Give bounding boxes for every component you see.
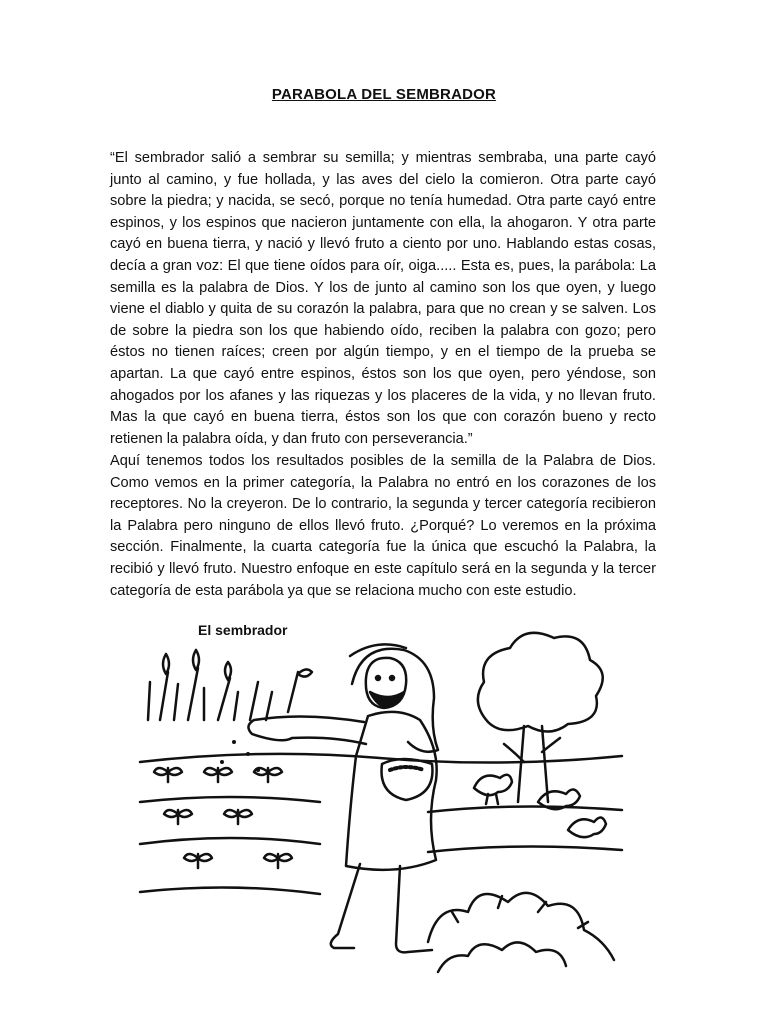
page-title: PARABOLA DEL SEMBRADOR bbox=[271, 86, 497, 103]
wheat-stalks bbox=[148, 650, 312, 720]
sower-illustration bbox=[138, 612, 624, 976]
illustration-caption: El sembrador bbox=[198, 622, 288, 638]
paragraph-parable: “El sembrador salió a sembrar su semilla; y mientras sembraba, una parte cayó junto al camino, y fue hollada, y las aves del cielo la comieron. Otra parte cayó sobre la piedra; y nacida, se secó, porque no tenía humedad. Otra parte cayó entre espinos, y los espinos que nacieron juntamente con ella, la ahogaron. Y otra parte cayó en buena tierra, y nació y llevó fruto a ciento por uno. Hablando estas cosas, decía a gran voz: El que tiene oídos para oír, oiga..... Esta es, pues, la parábola: La semilla es la palabra de Dios. Y los de junto al camino son los que oyen, y luego viene el diablo y quita de su corazón la palabra, para que no crean y se salven. Los de sobre la piedra son los que habiendo oído, reciben la palabra con gozo; pero éstos no tienen raíces; creen por algún tiempo, y en el tiempo de la prueba se apartan. La que cayó entre espinos, éstos son los que oyen, pero yéndose, son ahogados por los afanes y las riquezas y los placeres de la vida, y no llevan fruto. Mas la que cayó en buena tierra, éstos son los que con corazón bueno y recto retienen la palabra oída, y dan fruto con perseverancia.” bbox=[110, 150, 656, 447]
sprouts bbox=[154, 768, 292, 868]
sower-drawing bbox=[138, 612, 624, 976]
thorn-bushes bbox=[428, 893, 614, 972]
paragraph-commentary: Aquí tenemos todos los resultados posibles de la semilla de la Palabra de Dios. Como vemos en la primer categoría, la Palabra no entró en los corazones de los receptores. No la creyeron. De lo contrario, la segunda y tercer categoría recibieron la Palabra pero ninguno de ellos llevó fruto. ¿Porqué? Lo veremos en la próxima sección. Finalmente, la cuarta categoría fue la única que escuchó la Palabra, la recibió y llevó fruto. Nuestro enfoque en este capítulo será en la segunda y la tercer categoría de esta parábola ya que se relaciona mucho con este estudio. bbox=[110, 453, 656, 599]
